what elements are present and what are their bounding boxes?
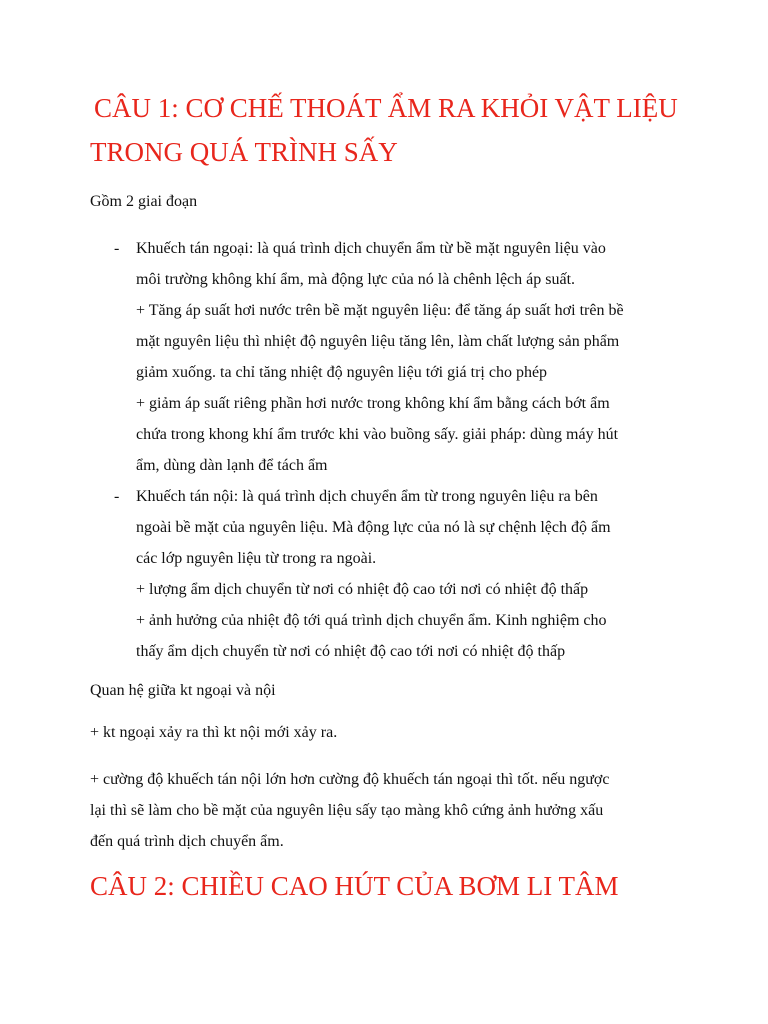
relation-point-1: + kt ngoại xảy ra thì kt nội mới xảy ra.	[90, 724, 338, 741]
list-item-line: + ảnh hưởng của nhiệt độ tới quá trình dịch chuyển ẩm. Kinh nghiệm cho	[136, 612, 607, 629]
question-1-heading	[90, 86, 678, 174]
question-1-heading-line-1: CÂU 1: CƠ CHẾ THOÁT ẨM RA KHỎI VẬT LIỆU	[94, 93, 678, 123]
list-bullet: -	[114, 240, 120, 257]
list-item-line: thấy ẩm dịch chuyển từ nơi có nhiệt độ cao tới nơi có nhiệt độ thấp	[136, 643, 566, 660]
list-item-external-diffusion	[90, 233, 624, 481]
relation-point-2-line: lại thì sẽ làm cho bề mặt của nguyên liệu sấy tạo màng khô cứng ảnh hưởng xấu	[90, 802, 604, 819]
list-bullet: -	[114, 488, 120, 505]
list-item-line: môi trường không khí ẩm, mà động lực của nó là chênh lệch áp suất.	[136, 271, 576, 288]
question-1-heading-line-2: TRONG QUÁ TRÌNH SẤY	[90, 137, 398, 167]
list-item-line: + lượng ẩm dịch chuyển từ nơi có nhiệt độ cao tới nơi có nhiệt độ thấp	[136, 581, 589, 598]
relation-point-2-line: đến quá trình dịch chuyển ẩm.	[90, 833, 284, 850]
stage-list	[90, 233, 624, 667]
question-2-heading: CÂU 2: CHIỀU CAO HÚT CỦA BƠM LI TÂM	[90, 871, 619, 901]
list-item-line: Khuếch tán nội: là quá trình dịch chuyển ẩm từ trong nguyên liệu ra bên	[136, 488, 598, 505]
list-item-line: chứa trong khong khí ẩm trước khi vào buồng sấy. giải pháp: dùng máy hút	[136, 426, 619, 443]
intro-text: Gồm 2 giai đoạn	[90, 193, 198, 210]
list-item-line: + Tăng áp suất hơi nước trên bề mặt nguyên liệu: để tăng áp suất hơi trên bề	[136, 302, 624, 319]
list-item-internal-diffusion	[90, 481, 624, 667]
list-item-line: ngoài bề mặt của nguyên liệu. Mà động lực của nó là sự chệnh lệch độ ẩm	[136, 519, 611, 536]
list-item-line: các lớp nguyên liệu từ trong ra ngoài.	[136, 550, 377, 567]
list-item-line: ẩm, dùng dàn lạnh để tách ẩm	[136, 457, 328, 474]
list-item-line: Khuếch tán ngoại: là quá trình dịch chuyển ẩm từ bề mặt nguyên liệu vào	[136, 240, 606, 257]
relation-title: Quan hệ giữa kt ngoại và nội	[90, 682, 276, 699]
relation-point-2	[90, 764, 609, 857]
relation-point-2-line: + cường độ khuếch tán nội lớn hơn cường độ khuếch tán ngoại thì tốt. nếu ngược	[90, 771, 610, 788]
list-item-line: + giảm áp suất riêng phần hơi nước trong không khí ẩm bằng cách bớt ẩm	[136, 395, 610, 412]
list-item-line: mặt nguyên liệu thì nhiệt độ nguyên liệu tăng lên, làm chất lượng sản phẩm	[136, 333, 620, 350]
list-item-line: giảm xuống. ta chỉ tăng nhiệt độ nguyên liệu tới giá trị cho phép	[136, 364, 548, 381]
